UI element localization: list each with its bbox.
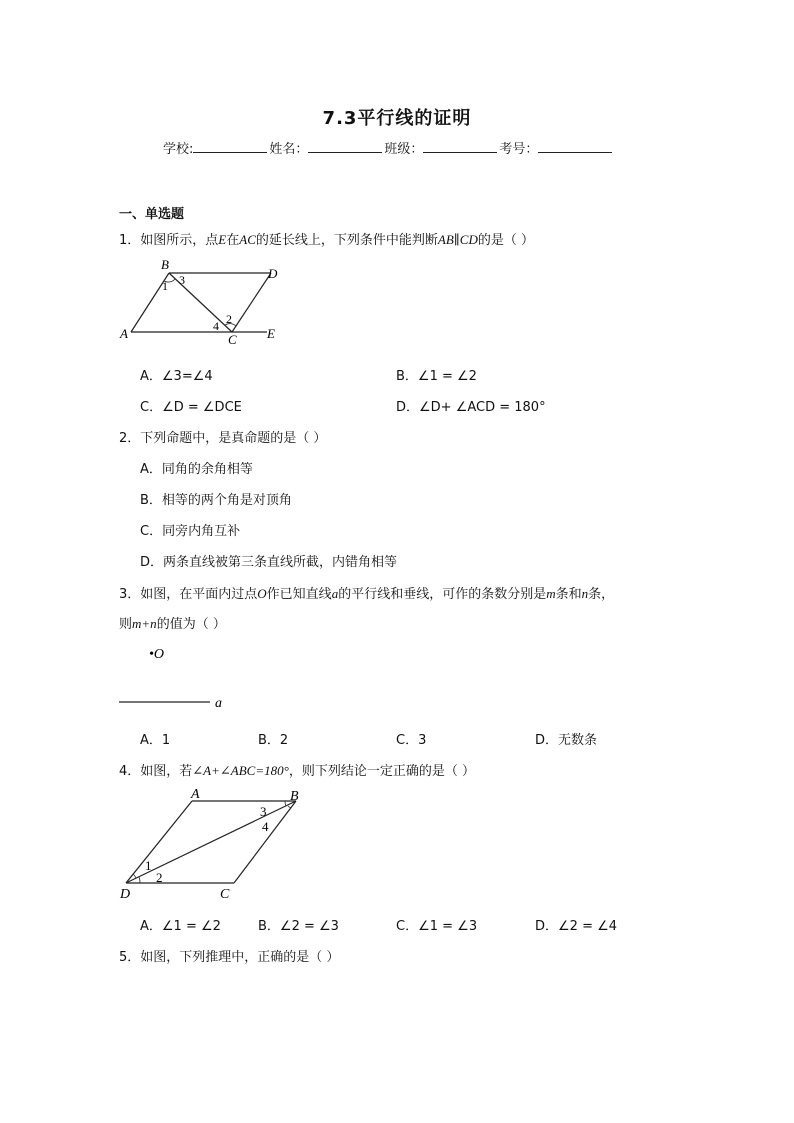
question-4-stem (119, 760, 475, 779)
q1-option-d[interactable]: D．∠D+ ∠ACD = 180° (396, 400, 546, 415)
q1-label-e: E (267, 326, 275, 341)
q4-label-1: 1 (145, 858, 152, 873)
q1-text-a: 1．如图所示，点 (119, 233, 219, 248)
q2-option-d[interactable]: D．两条直线被第三条直线所截，内错角相等 (140, 555, 398, 570)
q4-option-c[interactable]: C．∠1 = ∠3 (396, 919, 478, 934)
q4-segment-db (126, 801, 296, 883)
q1-label-2: 2 (226, 312, 232, 326)
q1-var-ab: AB (437, 232, 454, 247)
q4-option-d[interactable]: D．∠2 = ∠4 (535, 919, 618, 934)
q3-var-a: a (331, 586, 339, 601)
question-3-stem-line1 (119, 583, 614, 602)
q1-parallel-sign: ∥ (453, 232, 460, 247)
q3-point-o: •O (149, 647, 165, 662)
q3-label-a: a (215, 696, 222, 711)
q3-var-m: m (546, 586, 556, 601)
student-info-line (163, 138, 614, 157)
q3-text-g: 的值为（ ） (156, 617, 226, 632)
question-1-stem (119, 229, 534, 248)
q1-label-1: 1 (162, 279, 168, 293)
q4-text-b: ，则下列结论一定正确的是（ ） (288, 764, 475, 779)
q1-var-cd: CD (459, 232, 478, 247)
q1-option-c[interactable]: C．∠D = ∠DCE (140, 400, 242, 415)
q3-option-d[interactable]: D．无数条 (535, 733, 598, 748)
q4-expr: ∠A+∠ABC=180° (192, 763, 289, 778)
q4-label-2: 2 (156, 870, 163, 885)
section-heading: 一、单选题 (119, 207, 185, 222)
name-label: 姓名： (269, 142, 309, 157)
school-label: 学校: (163, 142, 194, 157)
q1-label-3: 3 (179, 273, 185, 287)
q4-figure (115, 786, 315, 904)
class-blank (423, 140, 497, 153)
q4-label-3: 3 (260, 804, 267, 819)
q3-text-e: 条， (588, 587, 615, 602)
q3-text-f: 则 (119, 617, 133, 632)
q3-var-o: O (257, 586, 267, 601)
q4-text-a: 4．如图，若 (119, 764, 193, 779)
school-blank (193, 140, 267, 153)
class-label: 班级： (384, 142, 424, 157)
q4-label-a: A (191, 787, 200, 802)
q1-text-c: 的延长线上，下列条件中能判断 (255, 233, 438, 248)
q2-option-c[interactable]: C．同旁内角互补 (140, 524, 241, 539)
q3-figure (115, 640, 235, 715)
q4-angle-arc-3 (285, 801, 286, 806)
q4-option-a[interactable]: A．∠1 = ∠2 (140, 919, 221, 934)
q3-text-c: 的平行线和垂线，可作的条数分别是 (338, 587, 547, 602)
question-2-stem: 2．下列命题中，是真命题的是（ ） (119, 431, 327, 446)
q3-text-b: 作已知直线 (266, 587, 332, 602)
q3-option-b[interactable]: B．2 (258, 733, 289, 748)
question-3-stem-line2 (119, 613, 226, 632)
q3-var-mn: m+n (132, 616, 157, 631)
q1-label-d: D (268, 266, 278, 281)
q1-label-a: A (120, 326, 128, 341)
q4-option-b[interactable]: B．∠2 = ∠3 (258, 919, 339, 934)
q1-option-a[interactable]: A．∠3=∠4 (140, 369, 213, 384)
question-5-stem: 5．如图，下列推理中，正确的是（ ） (119, 950, 340, 965)
q1-text-b: 在 (226, 233, 240, 248)
name-blank (308, 140, 382, 153)
q4-label-d: D (120, 887, 131, 902)
q3-text-a: 3．如图，在平面内过点 (119, 587, 258, 602)
q3-option-a[interactable]: A．1 (140, 733, 171, 748)
q3-text-d: 条和 (555, 587, 582, 602)
q1-text-d: 的是（ ） (477, 233, 534, 248)
q4-angle-arc-2 (139, 877, 140, 883)
q1-var-ac: AC (239, 232, 256, 247)
q2-option-b[interactable]: B．相等的两个角是对顶角 (140, 493, 292, 508)
q1-segment-cd (232, 273, 271, 332)
q1-label-c: C (228, 332, 237, 347)
page-title: 7.3平行线的证明 (322, 108, 472, 129)
q4-label-b: B (290, 789, 299, 804)
q1-var-e: E (218, 232, 227, 247)
q1-label-b: B (161, 257, 169, 272)
q4-label-c: C (220, 887, 230, 902)
q1-option-b[interactable]: B．∠1 = ∠2 (396, 369, 477, 384)
q4-label-4: 4 (262, 819, 269, 834)
q4-angle-arc-1 (133, 874, 136, 878)
q3-var-n: n (581, 586, 589, 601)
q4-angle-arc-4 (288, 806, 291, 808)
number-blank (538, 140, 612, 153)
q1-label-4: 4 (213, 319, 219, 333)
q2-option-a[interactable]: A．同角的余角相等 (140, 462, 253, 477)
q3-option-c[interactable]: C．3 (396, 733, 427, 748)
q1-figure (115, 256, 295, 348)
number-label: 考号： (499, 142, 539, 157)
